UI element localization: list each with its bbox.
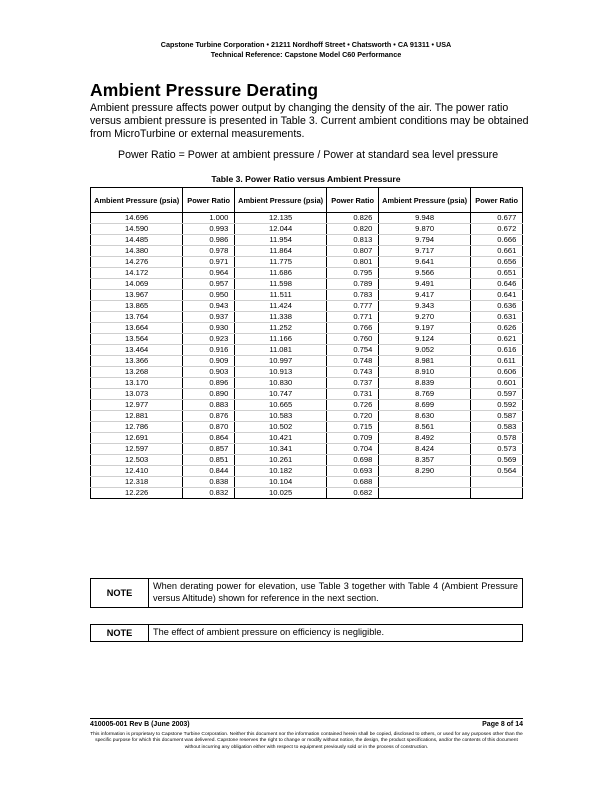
pressure-cell: 13.170 <box>91 378 183 389</box>
pressure-cell: 8.357 <box>378 455 470 466</box>
pressure-cell: 9.417 <box>378 290 470 301</box>
pressure-cell: 10.913 <box>234 367 326 378</box>
ratio-cell: 0.626 <box>471 323 523 334</box>
pressure-cell: 10.025 <box>234 488 326 499</box>
table-row <box>91 389 523 400</box>
ratio-cell: 0.813 <box>327 235 379 246</box>
ratio-cell: 0.789 <box>327 279 379 290</box>
ratio-cell: 0.986 <box>183 235 235 246</box>
ratio-cell: 0.876 <box>183 411 235 422</box>
ratio-cell: 0.601 <box>471 378 523 389</box>
pressure-cell: 12.318 <box>91 477 183 488</box>
intro-paragraph: Ambient pressure affects power output by changing the density of the air. The power ratio versus ambient pressure is presented in Table 3. Current ambient conditions may be obtained from MicroTurbine or external measurements. <box>90 102 529 141</box>
pressure-cell: 14.172 <box>91 268 183 279</box>
pressure-cell: 14.590 <box>91 224 183 235</box>
table-row <box>91 378 523 389</box>
table-row <box>91 466 523 477</box>
table-row <box>91 279 523 290</box>
table-row <box>91 367 523 378</box>
ratio-cell: 0.777 <box>327 301 379 312</box>
ratio-cell: 0.851 <box>183 455 235 466</box>
table-row <box>91 246 523 257</box>
pressure-cell: 9.566 <box>378 268 470 279</box>
table-row <box>91 411 523 422</box>
pressure-cell: 12.691 <box>91 433 183 444</box>
ratio-cell: 0.978 <box>183 246 235 257</box>
pressure-cell: 11.081 <box>234 345 326 356</box>
pressure-cell: 10.747 <box>234 389 326 400</box>
section-title: Ambient Pressure Derating <box>90 80 319 100</box>
column-header: Ambient Pressure (psia) <box>378 188 470 213</box>
table-row <box>91 356 523 367</box>
ratio-cell: 0.587 <box>471 411 523 422</box>
ratio-cell: 0.950 <box>183 290 235 301</box>
ratio-cell: 0.743 <box>327 367 379 378</box>
pressure-cell: 11.775 <box>234 257 326 268</box>
ratio-cell: 0.964 <box>183 268 235 279</box>
pressure-cell <box>378 477 470 488</box>
ratio-cell: 0.771 <box>327 312 379 323</box>
ratio-cell: 0.666 <box>471 235 523 246</box>
ratio-cell: 0.720 <box>327 411 379 422</box>
ratio-cell: 0.709 <box>327 433 379 444</box>
ratio-cell: 0.573 <box>471 444 523 455</box>
ratio-cell: 0.651 <box>471 268 523 279</box>
ratio-cell: 0.820 <box>327 224 379 235</box>
ratio-cell: 0.592 <box>471 400 523 411</box>
table-caption: Table 3. Power Ratio versus Ambient Pressure <box>211 174 401 184</box>
ratio-cell: 0.631 <box>471 312 523 323</box>
pressure-cell: 8.290 <box>378 466 470 477</box>
ratio-cell: 0.693 <box>327 466 379 477</box>
ratio-cell: 0.870 <box>183 422 235 433</box>
table-row <box>91 455 523 466</box>
pressure-cell: 8.561 <box>378 422 470 433</box>
ratio-cell: 0.993 <box>183 224 235 235</box>
pressure-cell: 9.270 <box>378 312 470 323</box>
ratio-cell: 0.611 <box>471 356 523 367</box>
note-label: NOTE <box>91 579 149 607</box>
ratio-cell: 0.704 <box>327 444 379 455</box>
pressure-cell: 9.870 <box>378 224 470 235</box>
pressure-cell: 12.881 <box>91 411 183 422</box>
ratio-cell: 0.890 <box>183 389 235 400</box>
note-box-elevation <box>90 578 523 608</box>
ratio-cell: 0.783 <box>327 290 379 301</box>
pressure-cell: 10.997 <box>234 356 326 367</box>
note-text: The effect of ambient pressure on efficiency is negligible. <box>153 627 385 638</box>
pressure-cell: 11.954 <box>234 235 326 246</box>
pressure-cell: 9.948 <box>378 213 470 224</box>
ratio-cell: 0.807 <box>327 246 379 257</box>
ratio-cell: 0.661 <box>471 246 523 257</box>
ratio-cell: 0.971 <box>183 257 235 268</box>
ratio-cell: 0.838 <box>183 477 235 488</box>
ratio-cell: 0.937 <box>183 312 235 323</box>
ratio-cell: 0.731 <box>327 389 379 400</box>
header-address: Capstone Turbine Corporation • 21211 Nordhoff Street • Chatsworth • CA 91311 • USA <box>160 40 452 49</box>
ratio-cell: 0.923 <box>183 334 235 345</box>
pressure-cell: 13.764 <box>91 312 183 323</box>
footer-divider <box>90 718 523 719</box>
table-row <box>91 433 523 444</box>
ratio-cell: 0.760 <box>327 334 379 345</box>
table-body <box>91 213 523 499</box>
ratio-cell <box>471 488 523 499</box>
pressure-cell: 9.124 <box>378 334 470 345</box>
table-header-row <box>91 188 523 213</box>
pressure-cell: 10.421 <box>234 433 326 444</box>
ratio-cell: 0.656 <box>471 257 523 268</box>
pressure-cell: 11.424 <box>234 301 326 312</box>
pressure-cell: 10.182 <box>234 466 326 477</box>
table-row <box>91 422 523 433</box>
ratio-cell: 0.726 <box>327 400 379 411</box>
ratio-cell: 0.903 <box>183 367 235 378</box>
ratio-cell: 0.883 <box>183 400 235 411</box>
pressure-cell: 12.135 <box>234 213 326 224</box>
ratio-cell: 0.957 <box>183 279 235 290</box>
pressure-cell: 10.104 <box>234 477 326 488</box>
ratio-cell: 0.748 <box>327 356 379 367</box>
ratio-cell: 1.000 <box>183 213 235 224</box>
pressure-cell: 11.511 <box>234 290 326 301</box>
ratio-cell: 0.564 <box>471 466 523 477</box>
pressure-cell: 14.276 <box>91 257 183 268</box>
table-row <box>91 312 523 323</box>
ratio-cell: 0.606 <box>471 367 523 378</box>
column-header: Ambient Pressure (psia) <box>234 188 326 213</box>
ratio-cell: 0.641 <box>471 290 523 301</box>
table-row <box>91 224 523 235</box>
power-ratio-table <box>90 187 523 499</box>
note-box-efficiency <box>90 624 523 642</box>
table-row <box>91 488 523 499</box>
table-row <box>91 444 523 455</box>
table-row <box>91 400 523 411</box>
ratio-cell: 0.795 <box>327 268 379 279</box>
ratio-cell: 0.857 <box>183 444 235 455</box>
table-row <box>91 334 523 345</box>
table-row <box>91 213 523 224</box>
ratio-cell: 0.621 <box>471 334 523 345</box>
pressure-cell: 12.597 <box>91 444 183 455</box>
table-row <box>91 268 523 279</box>
pressure-cell: 9.052 <box>378 345 470 356</box>
pressure-cell: 11.252 <box>234 323 326 334</box>
ratio-cell: 0.943 <box>183 301 235 312</box>
pressure-cell: 13.268 <box>91 367 183 378</box>
note-label: NOTE <box>91 625 149 641</box>
pressure-cell: 11.338 <box>234 312 326 323</box>
pressure-cell: 13.366 <box>91 356 183 367</box>
power-ratio-formula: Power Ratio = Power at ambient pressure / Power at standard sea level pressure <box>118 149 499 161</box>
pressure-cell: 12.786 <box>91 422 183 433</box>
pressure-cell: 14.069 <box>91 279 183 290</box>
header-reference: Technical Reference: Capstone Model C60 Performance <box>210 49 402 59</box>
pressure-cell: 11.166 <box>234 334 326 345</box>
ratio-cell: 0.844 <box>183 466 235 477</box>
table-row <box>91 345 523 356</box>
pressure-cell: 12.044 <box>234 224 326 235</box>
ratio-cell: 0.715 <box>327 422 379 433</box>
column-header: Power Ratio <box>327 188 379 213</box>
ratio-cell: 0.826 <box>327 213 379 224</box>
pressure-cell: 12.503 <box>91 455 183 466</box>
ratio-cell: 0.754 <box>327 345 379 356</box>
column-header: Ambient Pressure (psia) <box>91 188 183 213</box>
pressure-cell <box>378 488 470 499</box>
pressure-cell: 13.865 <box>91 301 183 312</box>
pressure-cell: 9.641 <box>378 257 470 268</box>
ratio-cell: 0.646 <box>471 279 523 290</box>
pressure-cell: 8.630 <box>378 411 470 422</box>
pressure-cell: 10.665 <box>234 400 326 411</box>
ratio-cell: 0.597 <box>471 389 523 400</box>
pressure-cell: 12.226 <box>91 488 183 499</box>
pressure-cell: 13.564 <box>91 334 183 345</box>
ratio-cell: 0.930 <box>183 323 235 334</box>
column-header: Power Ratio <box>471 188 523 213</box>
pressure-cell: 14.380 <box>91 246 183 257</box>
table-row <box>91 257 523 268</box>
ratio-cell: 0.583 <box>471 422 523 433</box>
ratio-cell: 0.864 <box>183 433 235 444</box>
pressure-cell: 11.598 <box>234 279 326 290</box>
column-header: Power Ratio <box>183 188 235 213</box>
table-row <box>91 323 523 334</box>
pressure-cell: 8.981 <box>378 356 470 367</box>
pressure-cell: 8.910 <box>378 367 470 378</box>
pressure-cell: 11.864 <box>234 246 326 257</box>
table-row <box>91 477 523 488</box>
table-row <box>91 290 523 301</box>
document-id: 410005-001 Rev B (June 2003) <box>90 721 190 728</box>
ratio-cell: 0.682 <box>327 488 379 499</box>
pressure-cell: 9.491 <box>378 279 470 290</box>
ratio-cell <box>471 477 523 488</box>
pressure-cell: 8.699 <box>378 400 470 411</box>
note-text: When derating power for elevation, use Table 3 together with Table 4 (Ambient Pressure versus Altitude) shown for reference in the next section. <box>153 581 518 603</box>
ratio-cell: 0.569 <box>471 455 523 466</box>
ratio-cell: 0.916 <box>183 345 235 356</box>
pressure-cell: 9.717 <box>378 246 470 257</box>
legal-disclaimer: This information is proprietary to Capstone Turbine Corporation. Neither this document nor the information contained herein shall be copied, disclosed to others, or used for any purposes other than the specific purpose for which this document was delivered. Capstone reserves the right to change or modify without notice, the design, the product specifications, and/or the contents of this document without incurring any obligation either with respect to equipment previously sold or in the process of construction. <box>90 732 523 750</box>
pressure-cell: 10.341 <box>234 444 326 455</box>
pressure-cell: 11.686 <box>234 268 326 279</box>
pressure-cell: 8.492 <box>378 433 470 444</box>
pressure-cell: 8.769 <box>378 389 470 400</box>
table-row <box>91 235 523 246</box>
pressure-cell: 9.794 <box>378 235 470 246</box>
pressure-cell: 13.073 <box>91 389 183 400</box>
ratio-cell: 0.698 <box>327 455 379 466</box>
ratio-cell: 0.636 <box>471 301 523 312</box>
ratio-cell: 0.578 <box>471 433 523 444</box>
ratio-cell: 0.737 <box>327 378 379 389</box>
ratio-cell: 0.896 <box>183 378 235 389</box>
pressure-cell: 12.977 <box>91 400 183 411</box>
pressure-cell: 13.464 <box>91 345 183 356</box>
pressure-cell: 10.583 <box>234 411 326 422</box>
page-number: Page 8 of 14 <box>482 721 523 728</box>
pressure-cell: 13.967 <box>91 290 183 301</box>
ratio-cell: 0.688 <box>327 477 379 488</box>
pressure-cell: 8.839 <box>378 378 470 389</box>
pressure-cell: 8.424 <box>378 444 470 455</box>
ratio-cell: 0.677 <box>471 213 523 224</box>
pressure-cell: 12.410 <box>91 466 183 477</box>
pressure-cell: 13.664 <box>91 323 183 334</box>
pressure-cell: 10.261 <box>234 455 326 466</box>
table-row <box>91 301 523 312</box>
ratio-cell: 0.801 <box>327 257 379 268</box>
pressure-cell: 14.696 <box>91 213 183 224</box>
pressure-cell: 10.502 <box>234 422 326 433</box>
pressure-cell: 10.830 <box>234 378 326 389</box>
ratio-cell: 0.909 <box>183 356 235 367</box>
ratio-cell: 0.616 <box>471 345 523 356</box>
pressure-cell: 9.197 <box>378 323 470 334</box>
ratio-cell: 0.832 <box>183 488 235 499</box>
pressure-cell: 14.485 <box>91 235 183 246</box>
ratio-cell: 0.766 <box>327 323 379 334</box>
ratio-cell: 0.672 <box>471 224 523 235</box>
pressure-cell: 9.343 <box>378 301 470 312</box>
page-header <box>0 40 612 59</box>
